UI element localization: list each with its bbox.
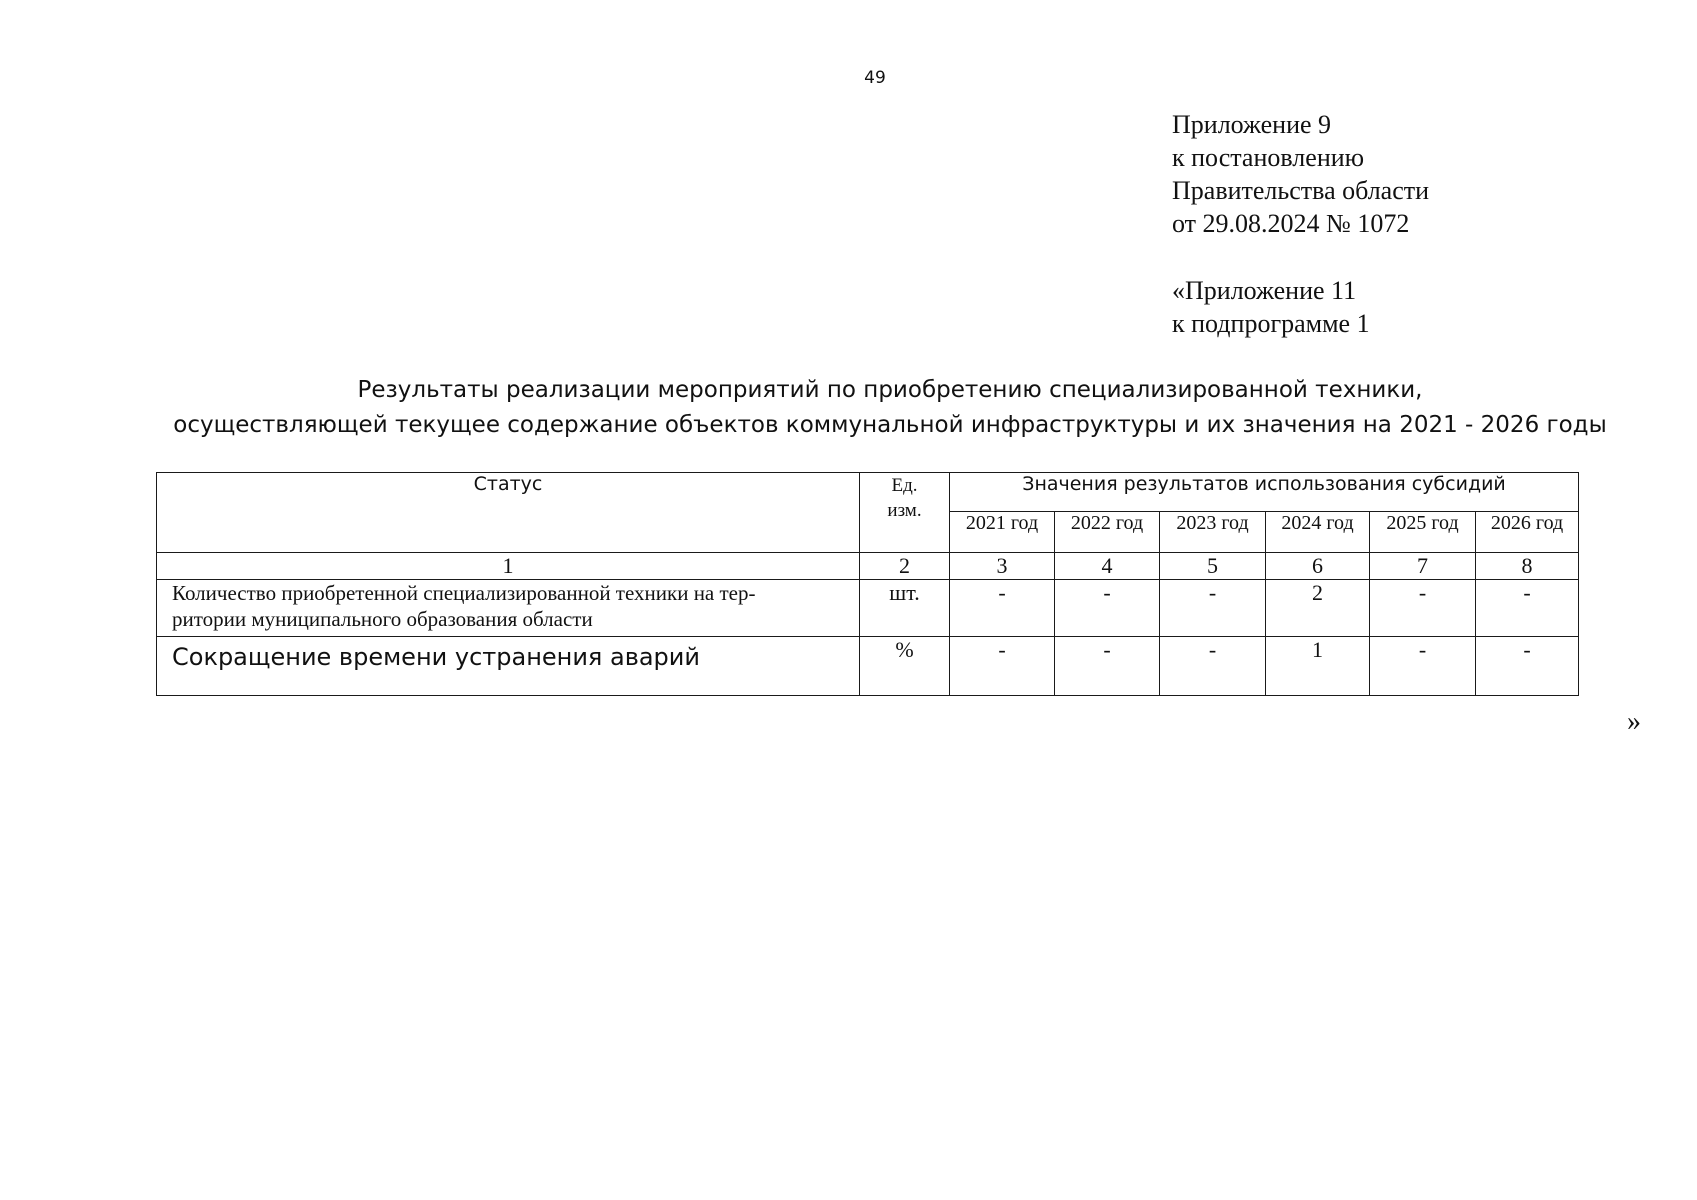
row-value: -	[1055, 580, 1160, 637]
row-value: -	[950, 637, 1055, 696]
closing-quote: »	[1627, 706, 1641, 737]
document-title	[0, 373, 1697, 443]
document-title-line-1: Результаты реализации мероприятий по приобретению специализированной техники,	[357, 377, 1423, 403]
row-value: -	[1160, 637, 1266, 696]
row-value: -	[1370, 637, 1476, 696]
header-year: 2022 год	[1055, 512, 1160, 553]
appendix-subheader	[1172, 274, 1370, 340]
column-number-row	[157, 553, 1579, 580]
row-value: -	[1476, 580, 1579, 637]
document-title-line-2: осуществляющей текущее содержание объектов коммунальной инфраструктуры и их значения на 2021 - 2026 годы	[173, 412, 1607, 438]
table-header-row	[157, 473, 1579, 512]
row-status	[157, 580, 860, 637]
header-unit-line-2: изм.	[887, 500, 922, 521]
header-status: Статус	[157, 473, 860, 553]
row-value: 2	[1266, 580, 1370, 637]
column-number: 7	[1370, 553, 1476, 580]
header-year: 2023 год	[1160, 512, 1266, 553]
row-value: -	[1055, 637, 1160, 696]
column-number: 8	[1476, 553, 1579, 580]
column-number: 6	[1266, 553, 1370, 580]
appendix-subheader-line: к подпрограмме 1	[1172, 309, 1370, 338]
header-unit	[860, 473, 950, 553]
row-value: 1	[1266, 637, 1370, 696]
column-number: 5	[1160, 553, 1266, 580]
table-row	[157, 637, 1579, 696]
row-unit: %	[860, 637, 950, 696]
appendix-header-line: к постановлению	[1172, 143, 1365, 172]
table-row	[157, 580, 1579, 637]
row-unit: шт.	[860, 580, 950, 637]
page-number: 49	[864, 68, 886, 88]
header-subsidy-values: Значения результатов использования субсидий	[950, 473, 1579, 512]
appendix-header-line: Приложение 9	[1172, 110, 1332, 139]
column-number: 3	[950, 553, 1055, 580]
header-year: 2025 год	[1370, 512, 1476, 553]
header-unit-line-1: Ед.	[891, 475, 918, 496]
appendix-header-line: Правительства области	[1172, 176, 1430, 205]
appendix-header	[1172, 108, 1429, 240]
column-number: 4	[1055, 553, 1160, 580]
appendix-subheader-line: «Приложение 11	[1172, 276, 1357, 305]
row-status-line-2: ритории муниципального образования области	[172, 607, 593, 631]
row-status-line-1: Количество приобретенной специализированной техники на тер-	[172, 581, 756, 605]
header-year: 2024 год	[1266, 512, 1370, 553]
row-value: -	[1370, 580, 1476, 637]
row-value: -	[1476, 637, 1579, 696]
column-number: 2	[860, 553, 950, 580]
column-number: 1	[157, 553, 860, 580]
header-year: 2021 год	[950, 512, 1055, 553]
appendix-header-line: от 29.08.2024 № 1072	[1172, 209, 1410, 238]
header-year: 2026 год	[1476, 512, 1579, 553]
results-table	[156, 472, 1579, 696]
row-value: -	[950, 580, 1055, 637]
row-value: -	[1160, 580, 1266, 637]
row-status: Сокращение времени устранения аварий	[157, 637, 860, 696]
